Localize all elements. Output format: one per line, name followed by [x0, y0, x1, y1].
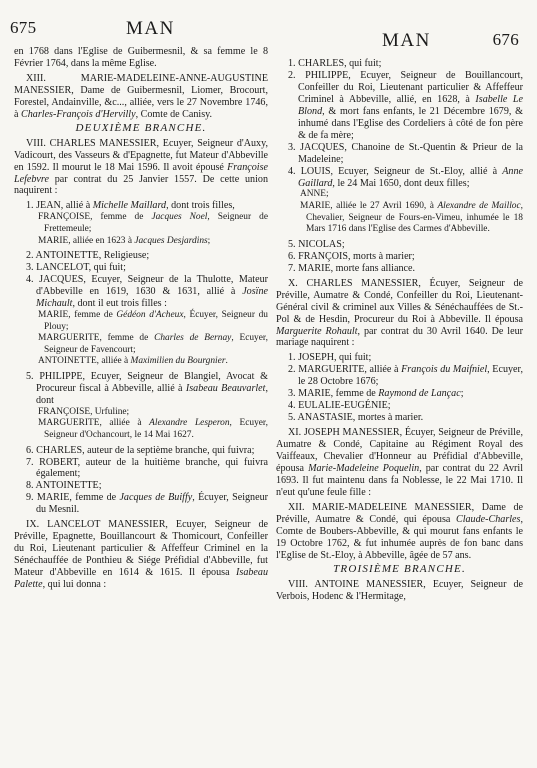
genealogy-paragraph — [14, 418, 268, 441]
page-header — [0, 18, 537, 51]
genealogy-paragraph — [14, 250, 268, 262]
text-run: XI. JOSEPH MANESSIER, Écuyer, Seigneur de Préville, Aumatre & Condé, Capitaine au Régiment Royal des Vaiffeaux, Chevalier d'Honneur au Préfidial d'Abbeville, épousa — [276, 427, 523, 475]
spouse-name-italic: Alexandre de Mailloc — [437, 201, 521, 212]
spouse-name-italic: Gédéon d'Acheux — [116, 309, 184, 320]
spouse-name-italic: Isabelle Le Blond — [298, 93, 523, 117]
genealogy-paragraph — [276, 579, 523, 603]
text-run: , Comte de Canisy. — [135, 108, 213, 120]
text-run: 6. FRANÇOIS, morts à marier; — [288, 250, 415, 262]
text-run: , Écuyer, Seigneur du Plouy; — [44, 309, 268, 332]
left-running-head: MAN — [126, 18, 175, 39]
genealogy-paragraph — [276, 352, 523, 364]
text-run: 5. NICOLAS; — [288, 238, 345, 250]
genealogy-paragraph — [14, 407, 268, 419]
spouse-name-italic: Marie-Madeleine Poquelin — [308, 463, 420, 475]
genealogy-paragraph — [14, 212, 268, 235]
genealogy-paragraph — [276, 364, 523, 388]
spouse-name-italic: Charles de Bernay — [154, 333, 232, 344]
text-run: , Seigneur de Frettemeule; — [44, 212, 268, 234]
genealogy-paragraph — [14, 236, 268, 248]
genealogy-paragraph — [276, 166, 523, 190]
text-run: 9. MARIE, femme de — [26, 492, 120, 504]
text-run: MARIE, alliée le 27 Avril 1690, à — [300, 201, 438, 212]
genealogy-paragraph — [276, 263, 523, 275]
right-page-number: 676 — [492, 30, 519, 49]
text-run: , par contrat du 30 Avril 1640. De leur mariage naquirent : — [276, 325, 523, 349]
genealogy-paragraph — [276, 201, 523, 236]
spouse-name-italic: Anne Gaillard — [298, 165, 523, 189]
text-run: XII. MARIE-MADELEINE MANESSIER, Dame de Préville, Aumatre & Condé, qui épousa — [276, 501, 523, 525]
spouse-name-italic: Raymond de Lançac — [378, 388, 461, 400]
text-run: 2. ANTOINETTE, Religieuse; — [26, 250, 150, 262]
right-text-column — [276, 58, 523, 764]
spouse-name-italic: Marguerite Rohault — [276, 325, 358, 337]
text-run: 6. CHARLES, auteur de la septième branche, qui fuivra; — [26, 444, 255, 456]
text-run: VIII. ANTOINE MANESSIER, Ecuyer, Seigneur de Verbois, Hodenc & l'Hermitage, — [276, 578, 523, 602]
text-run: , Ecuyer, Seigneur d'Ochancourt, le 14 Mai 1627. — [44, 418, 268, 440]
text-run: ; — [460, 388, 464, 400]
text-run: , Écuyer, Seigneur du Mesnil. — [36, 492, 268, 516]
genealogy-paragraph — [14, 445, 268, 457]
text-run: , le 24 Mai 1650, dont deux filles; — [332, 177, 470, 189]
text-run: ; — [207, 235, 211, 246]
genealogy-paragraph — [276, 142, 523, 166]
text-run: . — [225, 356, 228, 367]
genealogy-paragraph — [14, 274, 268, 310]
text-run: 1. JOSEPH, qui fuit; — [288, 352, 372, 364]
spouse-name-italic: Claude-Charles — [455, 513, 521, 525]
genealogy-paragraph — [276, 70, 523, 142]
genealogy-paragraph — [14, 333, 268, 356]
genealogy-paragraph — [14, 200, 268, 212]
genealogy-paragraph — [14, 492, 268, 516]
genealogy-paragraph — [14, 356, 268, 368]
genealogy-paragraph — [276, 502, 523, 562]
spouse-name-italic: François du Maifniel — [401, 364, 488, 376]
text-run: 3. LANCELOT, qui fuit; — [26, 262, 126, 274]
text-run: 3. JACQUES, Chanoine de St.-Quentin & Prieur de la Madeleine; — [288, 141, 523, 165]
genealogy-paragraph — [276, 427, 523, 499]
section-heading: TROISIÈME BRANCHE. — [333, 562, 466, 575]
text-run: 4. EULALIE-EUGÉNIE; — [288, 400, 391, 412]
genealogy-paragraph — [14, 138, 268, 198]
text-run: IX. LANCELOT MANESSIER, Ecuyer, Seigneur de Préville, Epagnette, Bouillancourt & Thomicourt, Confeiller du Roi, Lieutenant particulier & Affeffeur Criminel en la Sénéchauffée de Ponthieu & Siége Préfidial d'Abbeville, fut Mateur d'Abbeville en 1614 & 1615. Il épousa — [14, 519, 268, 579]
genealogy-paragraph — [14, 46, 268, 70]
spouse-name-italic: Charles-François d'Hervilly — [21, 108, 136, 120]
text-run: , Comte de Boubers-Abbeville, & qui mourut fans enfants le 19 Octobre 1762, & fut inhumée auprès de fon banc dans l'Eglise de St.-Eloy, à Abbeville, âgée de 57 ans. — [276, 513, 523, 561]
text-run: XIII. MARIE-MADELEINE-ANNE-AUGUSTINE MANESSIER, Dame de Guibermesnil, Liomer, Brocourt, Forestel, Andainville, &c..., alliée, vers le 27 Novembre 1746, à — [14, 72, 268, 120]
text-run: FRANÇOISE, femme de — [38, 212, 152, 223]
text-run: 3. MARIE, femme de — [288, 388, 379, 400]
text-run: MARIE, alliée en 1623 à — [38, 235, 135, 246]
left-text-column — [14, 46, 268, 764]
spouse-name-italic: Maximilien du Bourgnier — [130, 356, 226, 367]
right-running-head: MAN — [382, 30, 431, 51]
genealogy-paragraph — [14, 519, 268, 591]
text-run: VIII. CHARLES MANESSIER, Ecuyer, Seigneur d'Auxy, Vadicourt, des Vasseurs & d'Epagnette, fut Mateur d'Abbeville en 1592. Il mourut le 18 Mai 1596. Il avoit épousé — [14, 137, 268, 173]
text-run: , Ecuyer, Seigneur de Favencourt; — [44, 333, 268, 355]
text-run: , Ecuyer, le 28 Octobre 1676; — [298, 364, 523, 388]
genealogy-paragraph — [276, 251, 523, 263]
genealogy-paragraph — [276, 239, 523, 251]
spouse-name-italic: Jacques de Buiffy — [119, 492, 193, 504]
text-run: 4. LOUIS, Ecuyer, Seigneur de St.-Eloy, allié à — [288, 165, 503, 177]
text-run: X. CHARLES MANESSIER, Écuyer, Seigneur de Préville, Aumatre & Condé, Confeiller du Roi, Lieutenant-Général civil & criminel aux Villes & Sénéchauffées de St.-Pol & de Hesdin, Procureur du Roi à Abbeville. Il épousa — [276, 277, 523, 325]
text-run: 4. JACQUES, Ecuyer, Seigneur de la Thulotte, Mateur d'Abbeville en 1619, 1630 & 1631, allié à — [26, 274, 268, 298]
spouse-name-italic: Françoise Lefebvre — [14, 161, 268, 185]
genealogy-paragraph — [276, 58, 523, 70]
text-run: par contrat du 25 Janvier 1557. De cette union naquirent : — [14, 173, 268, 197]
spouse-name-italic: Jacques Desjardins — [134, 235, 208, 246]
left-page-number: 675 — [10, 18, 37, 37]
text-run: , par contrat du 22 Avril 1693. Il fut maintenu dans fa Noblesse, le 22 Mai 1710. Il n'eut qu'une feule fille : — [276, 463, 523, 498]
text-run: , qui lui donna : — [42, 579, 107, 591]
text-run: en 1768 dans l'Eglise de Guibermesnil, & sa femme le 8 Février 1764, dans la même Eglise. — [14, 46, 268, 69]
text-run: 1. CHARLES, qui fuit; — [288, 58, 382, 69]
genealogy-paragraph — [276, 412, 523, 424]
text-run: 2. PHILIPPE, Ecuyer, Seigneur de Bouillancourt, Confeiller du Roi, Lieutenant particulier & Affeffeur Criminel à Abbeville, allié, en 1628, à — [288, 69, 523, 105]
text-run: MARGUERITE, alliée à — [38, 418, 150, 429]
text-run: 8. ANTOINETTE; — [26, 480, 102, 492]
genealogy-paragraph — [14, 480, 268, 492]
spouse-name-italic: Josïne Michault — [36, 286, 268, 309]
genealogy-paragraph — [276, 278, 523, 350]
text-run: MARGUERITE, femme de — [38, 333, 155, 344]
text-run: 1. JEAN, allié à — [26, 200, 93, 212]
spouse-name-italic: Michelle Maillard — [92, 200, 167, 212]
text-run: ANTOINETTE, alliée à — [38, 356, 131, 367]
genealogy-paragraph — [14, 457, 268, 481]
text-run: 5. ANASTASIE, mortes à marier. — [288, 412, 424, 424]
text-run: FRANÇOISE, Urfuline; — [38, 406, 130, 417]
text-run: 7. MARIE, morte fans alliance. — [288, 262, 415, 274]
text-run: 2. MARGUERITE, alliée à — [288, 364, 402, 376]
section-heading: DEUXIÈME BRANCHE. — [75, 121, 207, 134]
text-run: ANNE; — [300, 189, 329, 200]
spouse-name-italic: Jacques Noel — [151, 212, 208, 223]
spouse-name-italic: Isabeau Beauvarlet — [185, 382, 266, 394]
text-run: 7. ROBERT, auteur de la huitième branche, qui fuivra également; — [26, 456, 268, 480]
text-run: , dont il eut trois filles : — [72, 297, 167, 309]
genealogy-paragraph — [14, 310, 268, 333]
spouse-name-italic: Isabeau Palette — [14, 567, 268, 591]
genealogy-paragraph — [14, 73, 268, 121]
genealogy-paragraph — [14, 262, 268, 274]
text-run: , dont trois filles, — [166, 200, 235, 212]
text-run: MARIE, femme de — [38, 309, 117, 320]
spouse-name-italic: Alexandre Lesperon — [149, 418, 230, 429]
genealogy-paragraph — [14, 371, 268, 407]
text-run: , dont — [36, 382, 268, 406]
genealogy-paragraph — [276, 189, 523, 201]
genealogy-paragraph — [276, 400, 523, 412]
text-run: , & mort fans enfants, le 21 Décembre 1679, & inhumé dans l'Eglise des Cordeliers à côté de fon père & de fa mère; — [298, 105, 523, 141]
text-run: , Chevalier, Seigneur de Fours-en-Vimeu, inhumée le 18 Mars 1716 dans l'Eglise des Carmes d'Abbeville. — [306, 201, 523, 235]
genealogy-paragraph — [276, 388, 523, 400]
text-run: 5. PHILIPPE, Ecuyer, Seigneur de Blangiel, Avocat & Procureur fiscal à Abbeville, allié à — [26, 370, 268, 394]
